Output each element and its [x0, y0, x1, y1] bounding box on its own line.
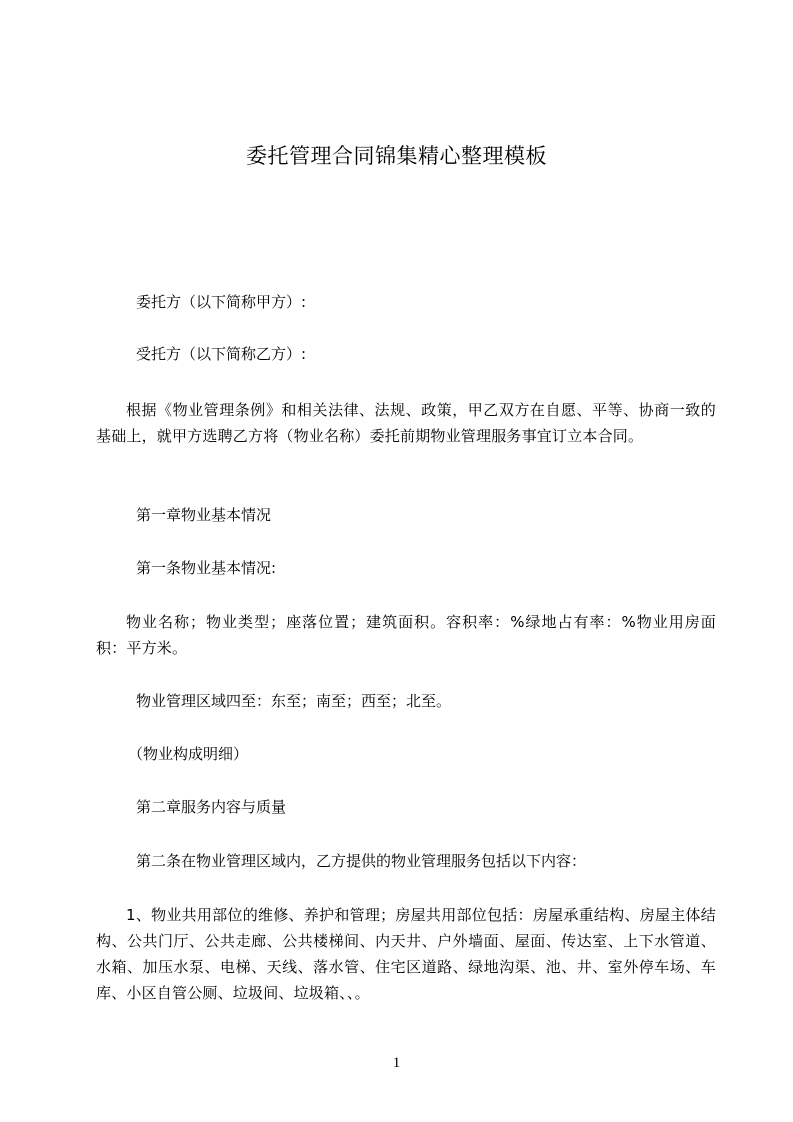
- party-a-line: 委托方（以下简称甲方）:: [136, 293, 307, 311]
- party-b-line: 受托方（以下简称乙方）:: [136, 345, 307, 363]
- boundaries-line: 物业管理区域四至：东至；南至；西至；北至。: [136, 692, 452, 710]
- intro-paragraph: 根据《物业管理条例》和相关法律、法规、政策，甲乙双方在自愿、平等、协商一致的基础上，就甲方选聘乙方将（物业名称）委托前期物业管理服务事宜订立本合同。: [96, 401, 716, 445]
- composition-line: （物业构成明细）: [128, 745, 249, 763]
- page-number: 1: [392, 1055, 401, 1071]
- article-1-heading: 第一条物业基本情况:: [136, 559, 277, 577]
- service-item-1-paragraph: 1、物业共用部位的维修、养护和管理；房屋共用部位包括：房屋承重结构、房屋主体结构、公共门厅、公共走廊、公共楼梯间、内天井、户外墙面、屋面、传达室、上下水管道、水箱、加压水泵、电梯、天线、落水管、住宅区道路、绿地沟渠、池、井、室外停车场、车库、小区自管公厕、垃圾间、垃圾箱、、。: [96, 906, 716, 1002]
- property-info-paragraph: 物业名称；物业类型；座落位置；建筑面积。容积率：%绿地占有率：%物业用房面积：平方米。: [96, 613, 716, 657]
- chapter-1-heading: 第一章物业基本情况: [136, 506, 272, 524]
- article-2-heading: 第二条在物业管理区域内，乙方提供的物业管理服务包括以下内容：: [136, 852, 587, 870]
- chapter-2-heading: 第二章服务内容与质量: [136, 798, 287, 816]
- document-title: 委托管理合同锦集精心整理模板: [246, 144, 547, 168]
